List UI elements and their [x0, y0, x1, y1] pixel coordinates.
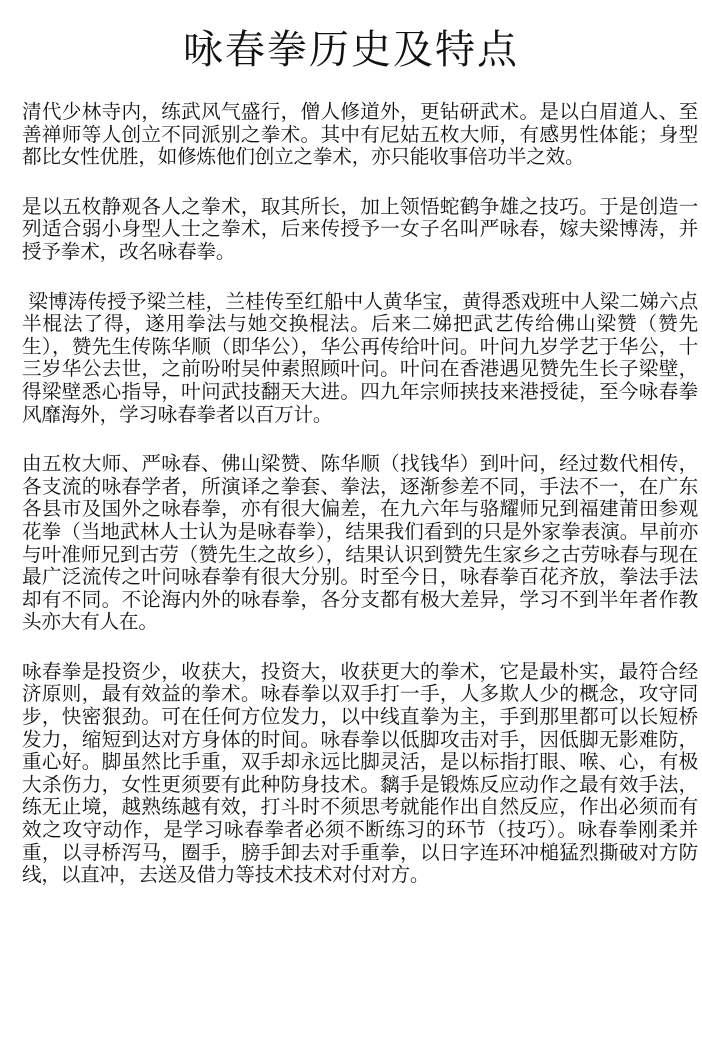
paragraph-divergence: 由五枚大师、严咏春、佛山梁赞、陈华顺（找钱华）到叶问，经过数代相传，各支流的咏春学者，所演译之拳套、拳法，逐渐参差不同，手法不一，在广东各县市及国外之咏春拳，亦有很大偏差，在九六年与骆耀师兄到福建莆田参观花拳（当地武林人士认为是咏春拳），结果我们看到的只是外家拳表演。早前亦与叶准师兄到古劳（赞先生之故乡），结果认识到赞先生家乡之古劳咏春与现在最广泛流传之叶问咏春拳有很大分别。时至今日，咏春拳百花齐放，拳法手法却有不同。不论海内外的咏春拳，各分支都有极大差异，学习不到半年者作教头亦大有人在。	[22, 452, 698, 634]
page-title: 咏春拳历史及特点	[183, 27, 519, 73]
paragraph-lineage: 梁博涛传授予梁兰桂，兰桂传至红船中人黄华宝，黄得悉戏班中人梁二娣六点半棍法了得，遂用拳法与她交换棍法。后来二娣把武艺传给佛山梁赞（赞先生），赞先生传陈华顺（即华公），华公再传给叶问。叶问九岁学艺于华公，十三岁华公去世，之前吩咐吴仲素照顾叶问。叶问在香港遇见赞先生长子梁壁，得梁壁悉心指导，叶问武技翻天大进。四九年宗师挟技来港授徒，至今咏春拳风靡海外，学习咏春拳者以百万计。	[22, 289, 698, 426]
paragraph-creation: 是以五枚静观各人之拳术，取其所长，加上领悟蛇鹤争雄之技巧。于是创造一列适合弱小身型人士之拳术，后来传授予一女子名叫严咏春，嫁夫梁博涛，并授予拳术，改名咏春拳。	[22, 194, 698, 263]
article-body	[22, 101, 698, 887]
paragraph-origin: 清代少林寺内，练武风气盛行，僧人修道外，更钻研武术。是以白眉道人、至善禅师等人创立不同派别之拳术。其中有尼姑五枚大师，有感男性体能；身型都比女性优胜，如修炼他们创立之拳术，亦只能收事倍功半之效。	[22, 100, 698, 169]
paragraph-characteristics: 咏春拳是投资少，收获大，投资大，收获更大的拳术，它是最朴实，最符合经济原则，最有效益的拳术。咏春拳以双手打一手，人多欺人少的概念，攻守同步，快密狠劲。可在任何方位发力，以中线直拳为主，手到那里都可以长短桥发力，缩短到达对方身体的时间。咏春拳以低脚攻击对手，因低脚无影难防，重心好。脚虽然比手重，双手却永远比脚灵活，是以标指打眼、喉、心，有极大杀伤力，女性更须要有此种防身技术。黐手是锻炼反应动作之最有效手法，练无止境，越熟练越有效，打斗时不须思考就能作出自然反应，作出必须而有效之攻守动作，是学习咏春拳者必须不断练习的环节（技巧）。咏春拳刚柔并重，以寻桥泻马，圈手，膀手卸去对手重拳，以日字连环冲槌猛烈撕破对方防线，以直冲，去送及借力等技术技术对付对方。	[22, 659, 698, 887]
